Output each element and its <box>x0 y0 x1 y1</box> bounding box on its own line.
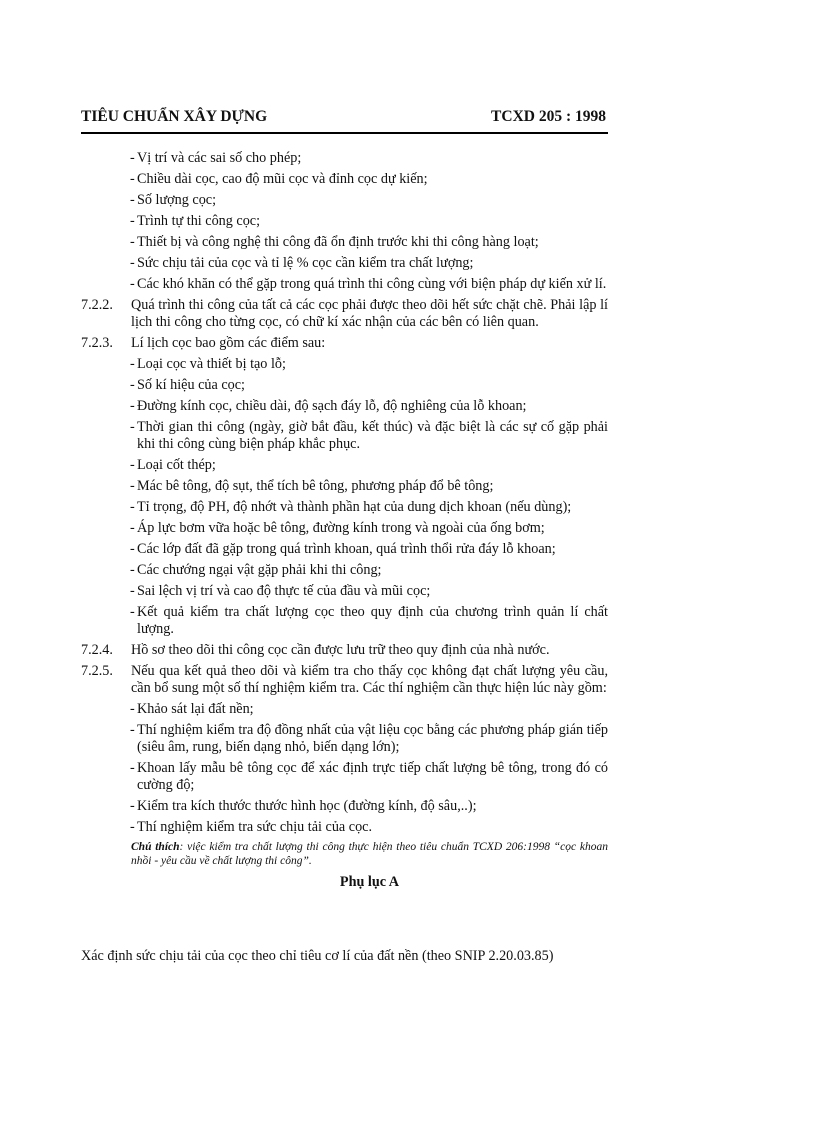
pile-record-list <box>81 356 608 638</box>
list-item <box>81 192 608 209</box>
bullet-dash: - <box>130 192 135 208</box>
list-item <box>81 583 608 600</box>
section-7-2-5 <box>81 663 608 697</box>
bullet-dash: - <box>130 356 135 372</box>
appendix-title: Phụ lục A <box>339 874 400 890</box>
bullet-dash: - <box>130 604 135 620</box>
test-list <box>81 701 608 836</box>
list-item-text: Áp lực bơm vữa hoặc bê tông, đường kính trong và ngoài của ống bơm; <box>137 520 545 536</box>
list-item-text: Số kí hiệu của cọc; <box>137 377 245 393</box>
bullet-dash: - <box>130 213 135 229</box>
section-7-2-4 <box>81 642 608 659</box>
list-item-text: Thiết bị và công nghệ thi công đã ổn định trước khi thi công hàng loạt; <box>137 234 539 250</box>
list-item-text: Chiều dài cọc, cao độ mũi cọc và đỉnh cọc dự kiến; <box>137 171 428 187</box>
bullet-dash: - <box>130 276 135 292</box>
list-item <box>81 722 608 756</box>
list-item-text: Thí nghiệm kiểm tra độ đồng nhất của vật liệu cọc bằng các phương pháp gián tiếp (siêu âm, rung, biến dạng nhỏ, biến dạng lớn); <box>137 722 608 755</box>
header-title: TIÊU CHUẨN XÂY DỰNG <box>81 108 268 125</box>
bullet-dash: - <box>130 722 135 738</box>
section-number: 7.2.5. <box>81 663 113 679</box>
list-item-text: Các khó khăn có thể gặp trong quá trình thi công cùng với biện pháp dự kiến xử lí. <box>137 276 607 292</box>
bullet-dash: - <box>130 171 135 187</box>
list-item-text: Kết quả kiểm tra chất lượng cọc theo quy định của chương trình quản lí chất lượng. <box>137 604 608 637</box>
list-item <box>81 398 608 415</box>
list-item-text: Loại cọc và thiết bị tạo lỗ; <box>137 356 286 372</box>
standard-code: TCXD 205 : 1998 <box>491 108 606 125</box>
list-item-text: Sức chịu tải của cọc và tỉ lệ % cọc cần kiểm tra chất lượng; <box>137 255 474 271</box>
bullet-dash: - <box>130 150 135 166</box>
list-item-text: Thí nghiệm kiểm tra sức chịu tải của cọc. <box>137 819 373 835</box>
bullet-dash: - <box>130 398 135 414</box>
list-item <box>81 541 608 558</box>
bullet-dash: - <box>130 520 135 536</box>
section-7-2-2 <box>81 297 608 331</box>
list-item-text: Kiểm tra kích thước thước hình học (đường kính, độ sâu,..); <box>137 798 477 814</box>
bullet-dash: - <box>130 583 135 599</box>
page-header <box>81 108 608 134</box>
list-item <box>81 276 608 293</box>
list-item <box>81 520 608 537</box>
list-item-text: Khảo sát lại đất nền; <box>137 701 254 717</box>
list-item-text: Tỉ trọng, độ PH, độ nhớt và thành phần hạt của dung dịch khoan (nếu dùng); <box>137 499 572 515</box>
list-item <box>81 234 608 251</box>
note-text: : việc kiểm tra chất lượng thi công thực hiện theo tiêu chuẩn TCXD 206:1998 “cọc khoan nhồi - yêu cầu về chất lượng thi công”. <box>131 841 608 867</box>
section-number: 7.2.4. <box>81 642 113 658</box>
bullet-dash: - <box>130 419 135 435</box>
note-label: Chú thích <box>131 841 180 853</box>
section-text: Hồ sơ theo dõi thi công cọc cần được lưu trữ theo quy định của nhà nước. <box>131 642 550 658</box>
list-item-text: Sai lệch vị trí và cao độ thực tế của đầu và mũi cọc; <box>137 583 431 599</box>
bullet-dash: - <box>130 255 135 271</box>
section-text: Quá trình thi công của tất cả các cọc phải được theo dõi hết sức chặt chẽ. Phải lập lí lịch thi công cho từng cọc, có chữ kí xác nhận của các bên có liên quan. <box>131 297 608 330</box>
bullet-dash: - <box>130 798 135 814</box>
construction-plan-list <box>81 150 608 293</box>
list-item-text: Vị trí và các sai số cho phép; <box>137 150 302 166</box>
bullet-dash: - <box>130 562 135 578</box>
note <box>81 840 608 868</box>
list-item <box>81 457 608 474</box>
list-item <box>81 150 608 167</box>
list-item <box>81 604 608 638</box>
bullet-dash: - <box>130 499 135 515</box>
section-number: 7.2.3. <box>81 335 113 351</box>
bullet-dash: - <box>130 377 135 393</box>
list-item <box>81 701 608 718</box>
bullet-dash: - <box>130 457 135 473</box>
list-item-text: Loại cốt thép; <box>137 457 216 473</box>
list-item <box>81 255 608 272</box>
bullet-dash: - <box>130 234 135 250</box>
list-item-text: Mác bê tông, độ sụt, thể tích bê tông, phương pháp đổ bê tông; <box>137 478 494 494</box>
bullet-dash: - <box>130 701 135 717</box>
section-number: 7.2.2. <box>81 297 113 313</box>
list-item <box>81 213 608 230</box>
list-item-text: Các lớp đất đã gặp trong quá trình khoan, quá trình thổi rửa đáy lỗ khoan; <box>137 541 556 557</box>
section-text: Nếu qua kết quả theo dõi và kiểm tra cho thấy cọc không đạt chất lượng yêu cầu, cần bổ sung một số thí nghiệm kiểm tra. Các thí nghiệm cần thực hiện lúc này gồm: <box>131 663 608 696</box>
list-item-text: Đường kính cọc, chiều dài, độ sạch đáy lỗ, độ nghiêng của lỗ khoan; <box>137 398 527 414</box>
list-item <box>81 356 608 373</box>
list-item-text: Trình tự thi công cọc; <box>137 213 261 229</box>
section-7-2-3 <box>81 335 608 352</box>
list-item <box>81 377 608 394</box>
list-item <box>81 819 608 836</box>
list-item <box>81 419 608 453</box>
list-item <box>81 562 608 579</box>
list-item-text: Khoan lấy mẫu bê tông cọc để xác định trực tiếp chất lượng bê tông, trong đó có cường độ; <box>137 760 608 793</box>
list-item <box>81 760 608 794</box>
list-item <box>81 798 608 815</box>
bullet-dash: - <box>130 478 135 494</box>
list-item <box>81 171 608 188</box>
list-item <box>81 478 608 495</box>
list-item-text: Số lượng cọc; <box>137 192 217 208</box>
appendix-description: Xác định sức chịu tải của cọc theo chỉ tiêu cơ lí của đất nền (theo SNIP 2.20.03.85) <box>81 948 554 964</box>
list-item-text: Các chướng ngại vật gặp phải khi thi công; <box>137 562 382 578</box>
document-body <box>81 150 608 891</box>
bullet-dash: - <box>130 819 135 835</box>
bullet-dash: - <box>130 541 135 557</box>
list-item-text: Thời gian thi công (ngày, giờ bắt đầu, kết thúc) và đặc biệt là các sự cố gặp phải khi thi công cùng biện pháp khắc phục. <box>137 419 608 452</box>
section-text: Lí lịch cọc bao gồm các điểm sau: <box>131 335 326 351</box>
bullet-dash: - <box>130 760 135 776</box>
list-item <box>81 499 608 516</box>
